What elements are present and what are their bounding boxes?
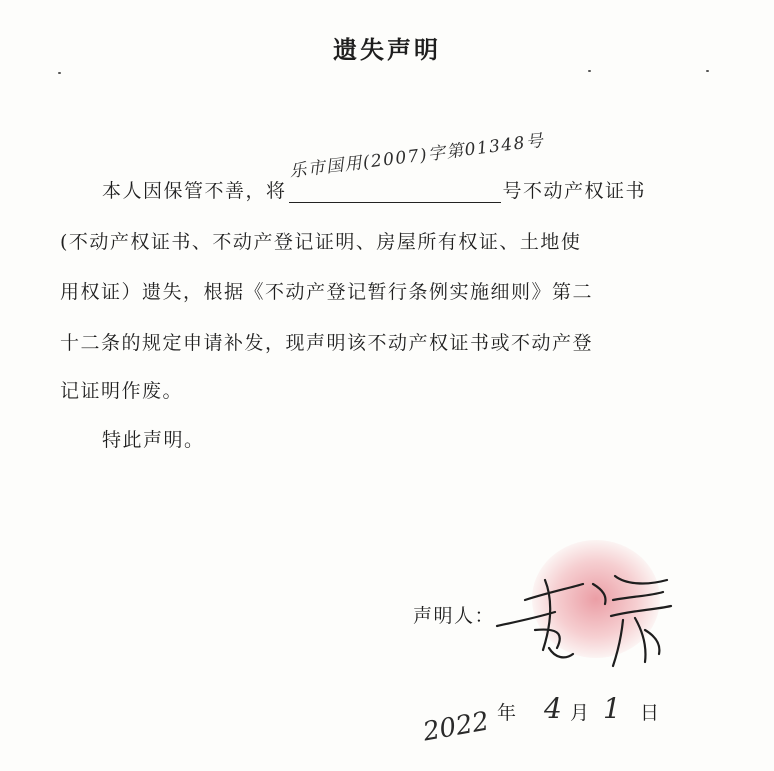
document-title: 遗失声明 bbox=[333, 36, 441, 64]
declarant-label: 声明人： bbox=[413, 605, 496, 627]
body-line-4: 十二条的规定申请补发，现声明该不动产权证书或不动产登 bbox=[60, 332, 594, 354]
certificate-number-blank bbox=[287, 130, 545, 203]
body-line-5: 记证明作废。 bbox=[60, 380, 184, 402]
month-label: 月 bbox=[570, 702, 590, 724]
year-label: 年 bbox=[497, 702, 517, 724]
body-line-3: 用权证）遗失，根据《不动产登记暂行条例实施细则》第二 bbox=[60, 281, 594, 303]
scan-speck bbox=[706, 70, 709, 72]
closing-line bbox=[60, 428, 740, 452]
date-month-handwritten: 4 bbox=[544, 692, 562, 725]
handwritten-signature bbox=[495, 570, 685, 670]
scan-speck bbox=[588, 70, 591, 72]
day-label: 日 bbox=[640, 702, 660, 724]
scan-speck bbox=[58, 72, 61, 74]
closing-text: 特此声明。 bbox=[102, 429, 205, 451]
date-year-handwritten: 2022 bbox=[420, 706, 492, 748]
body-prefix: 本人因保管不善，将 bbox=[102, 180, 287, 202]
date-day-handwritten: 1 bbox=[603, 692, 621, 725]
handwritten-certificate-number: 乐市国用(2007)字第01348号 bbox=[287, 130, 545, 183]
body-line1-suffix: 号不动产权证书 bbox=[502, 180, 647, 202]
body-line-1 bbox=[60, 130, 740, 203]
body-line-2: (不动产权证书、不动产登记证明、房屋所有权证、土地使 bbox=[60, 231, 582, 253]
